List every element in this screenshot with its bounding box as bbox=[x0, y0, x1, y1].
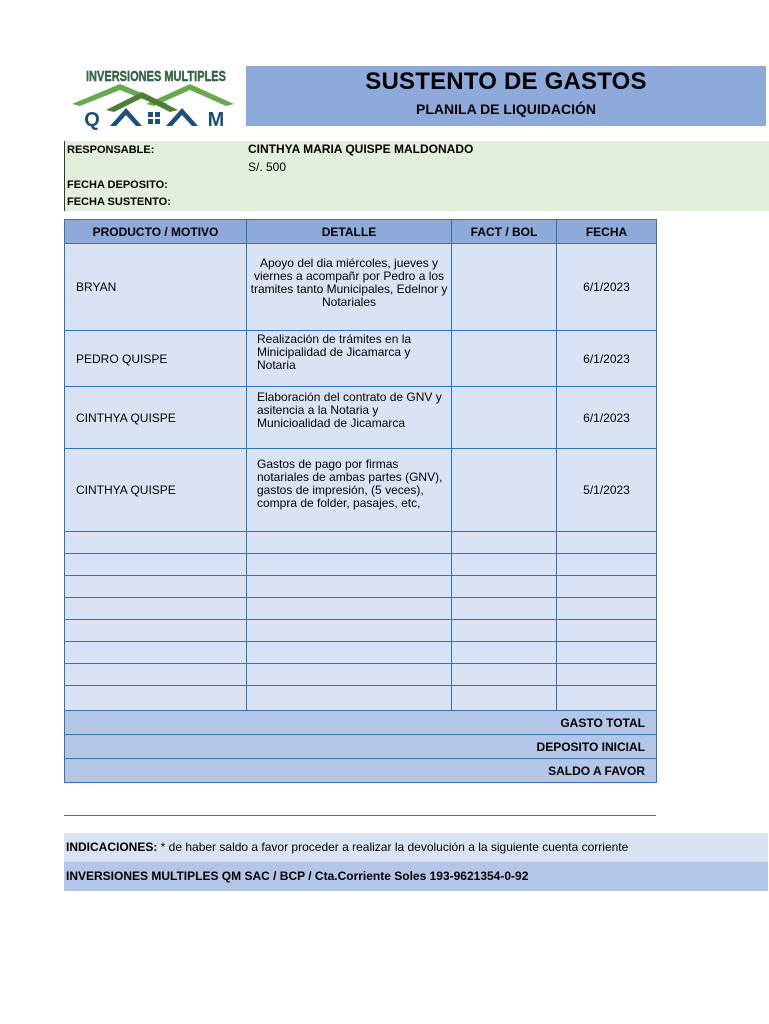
cell-detalle bbox=[247, 449, 452, 532]
table-row bbox=[65, 449, 657, 532]
expense-table bbox=[64, 219, 657, 783]
cell-fact bbox=[452, 387, 557, 449]
table-row bbox=[65, 387, 657, 449]
cell-fecha: 6/1/2023 bbox=[557, 331, 657, 387]
company-logo bbox=[66, 64, 246, 131]
bank-account-bar bbox=[64, 862, 768, 891]
responsable-value: CINTHYA MARIA QUISPE MALDONADO bbox=[248, 142, 474, 156]
cell-fact bbox=[452, 331, 557, 387]
responsable-label: RESPONSABLE: bbox=[67, 144, 155, 156]
empty-row bbox=[65, 664, 657, 686]
empty-row bbox=[65, 620, 657, 642]
cell-detalle bbox=[247, 331, 452, 387]
bank-account-text: INVERSIONES MULTIPLES QM SAC / BCP / Cta.Corriente Soles 193-9621354-0-92 bbox=[66, 869, 529, 883]
table-header-row bbox=[65, 220, 657, 244]
empty-row bbox=[65, 598, 657, 620]
gasto-total-label: GASTO TOTAL bbox=[65, 711, 657, 735]
saldo-a-favor-row bbox=[65, 759, 657, 783]
col-header-producto: PRODUCTO / MOTIVO bbox=[65, 220, 247, 244]
detalle-text: Gastos de pago por firmas notariales de ambas partes (GNV), gastos de impresión, (5 veces), compra de folder, pasajes, etc, bbox=[257, 457, 443, 510]
saldo-a-favor-label: SALDO A FAVOR bbox=[65, 759, 657, 783]
separator-line bbox=[64, 815, 656, 816]
col-header-fecha: FECHA bbox=[557, 220, 657, 244]
cell-fecha: 6/1/2023 bbox=[557, 387, 657, 449]
cell-producto: CINTHYA QUISPE bbox=[65, 387, 247, 449]
cell-producto: BRYAN bbox=[65, 244, 247, 331]
monto-value: S/. 500 bbox=[248, 160, 287, 174]
cell-fact bbox=[452, 449, 557, 532]
cell-detalle bbox=[247, 244, 452, 331]
cell-fecha: 5/1/2023 bbox=[557, 449, 657, 532]
logo-letter-m: M bbox=[207, 109, 225, 131]
page-title: SUSTENTO DE GASTOS bbox=[365, 68, 647, 95]
cell-detalle bbox=[247, 387, 452, 449]
cell-producto: PEDRO QUISPE bbox=[65, 331, 247, 387]
empty-row bbox=[65, 642, 657, 664]
cell-producto: CINTHYA QUISPE bbox=[65, 449, 247, 532]
info-section bbox=[64, 141, 769, 211]
col-header-fact: FACT / BOL bbox=[452, 220, 557, 244]
detalle-text: Apoyo del dia miércoles, jueves y viernes a acompañr por Pedro a los tramites tanto Municipales, Edelnor y Notariales bbox=[250, 256, 448, 309]
cell-fact bbox=[452, 244, 557, 331]
page-subtitle: PLANILA DE LIQUIDACIÓN bbox=[416, 101, 596, 117]
empty-row bbox=[65, 576, 657, 598]
indicaciones-bar bbox=[64, 833, 768, 862]
deposito-inicial-label: DEPOSITO INICIAL bbox=[65, 735, 657, 759]
fecha-deposito-label: FECHA DEPOSITO: bbox=[67, 179, 168, 191]
indicaciones-line bbox=[66, 840, 628, 854]
empty-row bbox=[65, 686, 657, 711]
logo-letter-q: Q bbox=[84, 109, 100, 131]
empty-row bbox=[65, 532, 657, 554]
indicaciones-label: INDICACIONES: bbox=[66, 840, 158, 854]
detalle-text: Elaboración del contrato de GNV y asitencia a la Notaria y Municioalidad de Jicamarca bbox=[257, 390, 442, 430]
table-row bbox=[65, 244, 657, 331]
col-header-detalle: DETALLE bbox=[247, 220, 452, 244]
logo-text: INVERSIONES MULTIPLES bbox=[86, 68, 226, 85]
deposito-inicial-row bbox=[65, 735, 657, 759]
detalle-text: Realización de trámites en la Minicipalidad de Jicamarca y Notaria bbox=[257, 332, 412, 372]
table-row bbox=[65, 331, 657, 387]
gasto-total-row bbox=[65, 711, 657, 735]
cell-fecha: 6/1/2023 bbox=[557, 244, 657, 331]
fecha-sustento-label: FECHA SUSTENTO: bbox=[67, 196, 171, 208]
title-box bbox=[246, 66, 766, 126]
indicaciones-text: * de haber saldo a favor proceder a realizar la devolución a la siguiente cuenta corriente bbox=[157, 840, 629, 854]
empty-row bbox=[65, 554, 657, 576]
